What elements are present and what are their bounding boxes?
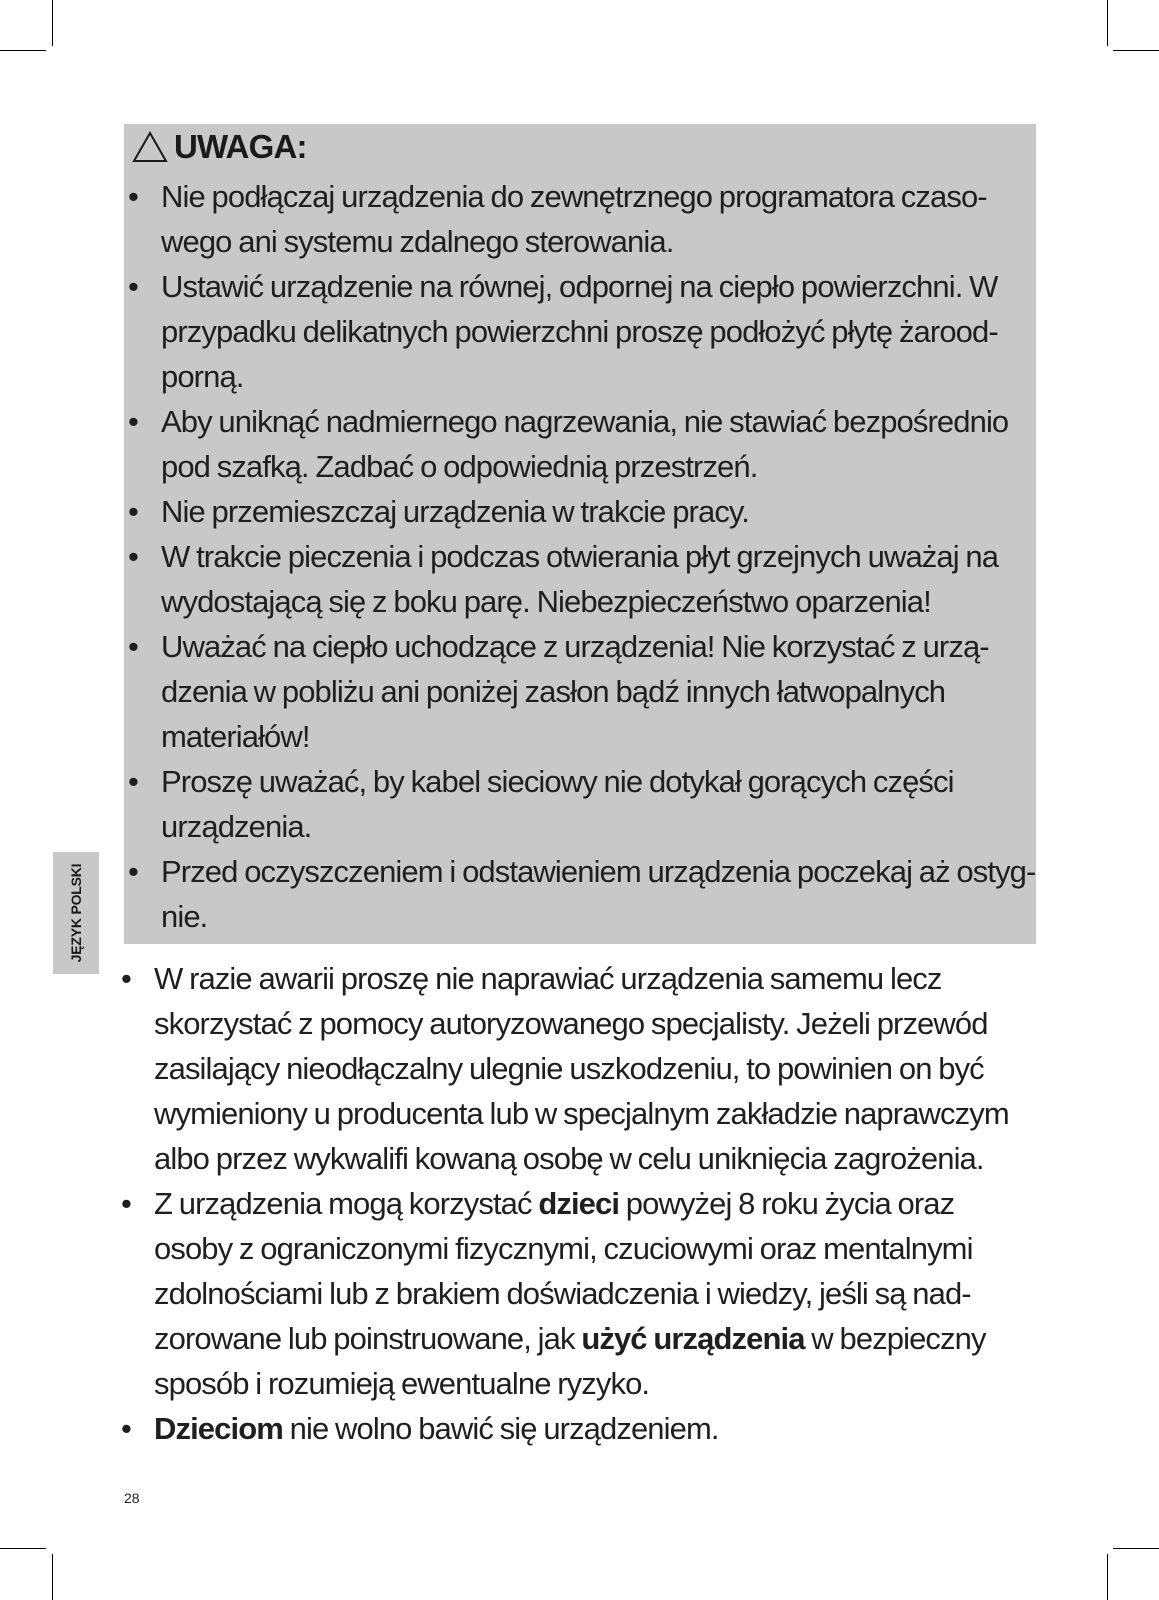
bullet-icon: • (121, 1411, 131, 1446)
main-list (121, 956, 1034, 1451)
warning-item: • W trakcie pieczenia i podczas otwierania płyt grzejnych uważaj na wydostającą się z boku parę. Niebezpieczeństwo oparzenia! (161, 534, 1031, 624)
bullet-icon: • (128, 764, 138, 799)
emphasis-use-device: użyć urządzenia (581, 1321, 805, 1356)
emphasis-children-play: Dzieciom (154, 1411, 283, 1446)
warning-item: • Nie przemieszczaj urządzenia w trakcie pracy. (161, 489, 1031, 534)
warning-box (124, 124, 1036, 944)
bullet-icon: • (128, 269, 138, 304)
main-item: • W razie awarii proszę nie naprawiać urządzenia samemu lecz skorzystać z pomocy autoryzowanego specjalisty. Jeżeli przewód zasilający nieodłączalny ulegnie uszkodzeniu, to powinien on być wymieniony u producenta lub w specjalnym zakładzie naprawczym albo przez wykwalifi kowaną osobę w celu uniknięcia zagrożenia. (154, 956, 1034, 1181)
emphasis-children: dzieci (538, 1186, 620, 1221)
crop-mark (0, 1548, 46, 1549)
bullet-icon: • (121, 961, 131, 996)
bullet-icon: • (128, 854, 138, 889)
page-number: 28 (124, 1490, 140, 1506)
crop-mark (52, 1554, 53, 1600)
language-side-tab (53, 852, 99, 974)
main-item: • Z urządzenia mogą korzystać dzieci powyżej 8 roku życia oraz osoby z ograniczonymi fizycznymi, czuciowymi oraz mentalnymi zdolnościami lub z brakiem doświadczenia i wiedzy, jeśli są nad- zorowane lub poinstruowane, jak użyć urządzenia w bezpieczny sposób i rozumieją ewentualne ryzyko. (154, 1181, 1034, 1406)
warning-item: • Uważać na ciepło uchodzące z urządzenia! Nie korzystać z urzą- dzenia w pobliżu ani poniżej zasłon bądź innych łatwopalnych materiałów! (161, 624, 1031, 759)
bullet-icon: • (121, 1186, 131, 1221)
crop-mark (1113, 1548, 1159, 1549)
crop-mark (1107, 0, 1108, 46)
crop-mark (1107, 1554, 1108, 1600)
warning-triangle-icon (132, 131, 168, 163)
crop-mark (52, 0, 53, 46)
crop-mark (0, 50, 46, 51)
bullet-icon: • (128, 179, 138, 214)
warning-item: • Przed oczyszczeniem i odstawieniem urządzenia poczekaj aż ostyg- nie. (161, 849, 1031, 939)
warning-item: • Proszę uważać, by kabel sieciowy nie dotykał gorących części urządzenia. (161, 759, 1031, 849)
bullet-icon: • (128, 494, 138, 529)
crop-mark (1113, 50, 1159, 51)
main-item: • Dzieciom nie wolno bawić się urządzeniem. (154, 1406, 1034, 1451)
bullet-icon: • (128, 404, 138, 439)
bullet-icon: • (128, 539, 138, 574)
warning-item: • Aby uniknąć nadmiernego nagrzewania, nie stawiać bezpośrednio pod szafką. Zadbać o odpowiednią przestrzeń. (161, 399, 1031, 489)
warning-title: UWAGA: (174, 128, 307, 165)
warning-heading (132, 128, 307, 166)
warning-item: • Nie podłączaj urządzenia do zewnętrznego programatora czaso- wego ani systemu zdalnego sterowania. (161, 174, 1031, 264)
warning-list (128, 174, 1036, 939)
bullet-icon: • (128, 629, 138, 664)
language-label: JĘZYK POLSKI (68, 863, 84, 963)
warning-item: • Ustawić urządzenie na równej, odpornej na ciepło powierzchni. W przypadku delikatnych powierzchni proszę podłożyć płytę żarood- porną. (161, 264, 1031, 399)
